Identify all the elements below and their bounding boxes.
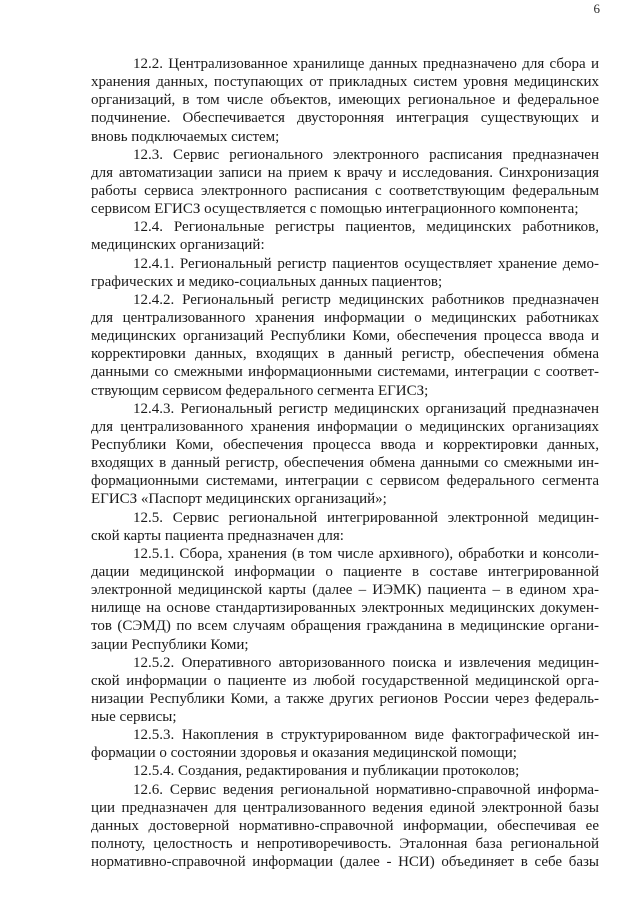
text-line: зации Республики Коми;: [91, 636, 249, 653]
text-line: ции предназначен для централизованного ведения единой электронной базы: [91, 799, 599, 816]
text-line: Республики Коми, обеспечения процесса ввода и корректировки данных,: [91, 436, 599, 453]
text-line: медицинских организаций Республики Коми, обеспечения процесса ввода и: [91, 328, 599, 345]
text-line: корректировки данных, входящих в данный регистр, обеспечения обмена: [91, 346, 599, 363]
body-text: [91, 55, 599, 871]
text-line: медицинских организаций:: [91, 237, 265, 254]
text-line: 12.5. Сервис региональной интегрированной электронной медицин-: [133, 509, 599, 526]
text-line: полноту, целостность и непротиворечивость. Эталонная база региональной: [91, 836, 599, 853]
text-line: 12.2. Централизованное хранилище данных предназначено для сбора и: [133, 56, 599, 72]
text-line: для автоматизации записи на прием к врачу и исследования. Синхронизация: [91, 164, 599, 181]
text-line: входящих в данный регистр, обеспечения обмена данными со смежными ин-: [91, 455, 599, 472]
text-line: 12.4.3. Региональный регистр медицинских организаций предназначен: [133, 400, 599, 417]
text-line: формационными системами, интеграции с сервисом федерального сегмента: [91, 473, 599, 490]
text-line: 12.5.1. Сбора, хранения (в том числе архивного), обработки и консоли-: [133, 545, 599, 562]
text-line: 12.4.2. Региональный регистр медицинских работников предназначен: [133, 291, 599, 308]
text-line: 12.4. Региональные регистры пациентов, медицинских работников,: [133, 219, 599, 236]
text-line: ствующим сервисом федерального сегмента ЕГИСЗ;: [91, 382, 429, 399]
text-line: 12.5.4. Создания, редактирования и публикации протоколов;: [133, 763, 520, 780]
text-line: 12.3. Сервис регионального электронного расписания предназначен: [133, 146, 599, 163]
text-line: 12.4.1. Региональный регистр пациентов осуществляет хранение демо-: [133, 255, 599, 272]
text-line: ные сервисы;: [91, 709, 177, 726]
text-line: данными со смежными информационными системами, интеграции с соответ-: [91, 364, 599, 381]
text-line: формации о состоянии здоровья и оказания медицинской помощи;: [91, 745, 517, 762]
text-line: электронной медицинской карты (далее – ИЭМК) пациента – в едином хра-: [91, 582, 599, 599]
text-line: ЕГИСЗ «Паспорт медицинских организаций»;: [91, 491, 387, 508]
text-line: сервисом ЕГИСЗ осуществляется с помощью интеграционного компонента;: [91, 201, 579, 218]
text-line: для централизованного хранения информации о медицинских организациях: [91, 418, 599, 435]
text-line: графических и медико-социальных данных пациентов;: [91, 273, 443, 290]
text-line: вновь подключаемых систем;: [91, 128, 280, 145]
page-number: 6: [593, 1, 600, 16]
text-line: дации медицинской информации о пациенте в составе интегрированной: [91, 563, 599, 580]
text-line: хранения данных, поступающих от прикладных систем уровня медицинских: [91, 74, 599, 91]
text-line: ской карты пациента предназначен для:: [91, 527, 344, 544]
text-line: 12.5.3. Накопления в структурированном виде фактографической ин-: [133, 727, 599, 744]
text-line: нилище на основе стандартизированных электронных медицинских докумен-: [91, 600, 599, 617]
text-line: низации Республики Коми, а также других регионов России через федераль-: [91, 690, 599, 707]
text-line: тов (СЭМД) по всем случаям обращения гражданина в медицинские органи-: [91, 618, 599, 635]
text-line: 12.6. Сервис ведения региональной нормативно-справочной информа-: [133, 781, 599, 798]
text-line: организаций, в том числе объектов, имеющих региональное и федеральное: [91, 92, 599, 109]
text-line: ской информации о пациенте из любой государственной медицинской орга-: [91, 672, 599, 689]
text-line: работы сервиса электронного расписания с соответствующим федеральным: [91, 182, 599, 199]
text-line: для централизованного хранения информации о медицинских работниках: [91, 309, 599, 326]
text-line: нормативно-справочной информации (далее - НСИ) объединяет в себе базы: [91, 854, 599, 871]
text-line: 12.5.2. Оперативного авторизованного поиска и извлечения медицин-: [133, 654, 599, 671]
text-line: данных достоверной нормативно-справочной информации, обеспечивая ее: [91, 817, 599, 834]
text-line: подчинение. Обеспечивается двусторонняя интеграция существующих и: [91, 110, 599, 127]
